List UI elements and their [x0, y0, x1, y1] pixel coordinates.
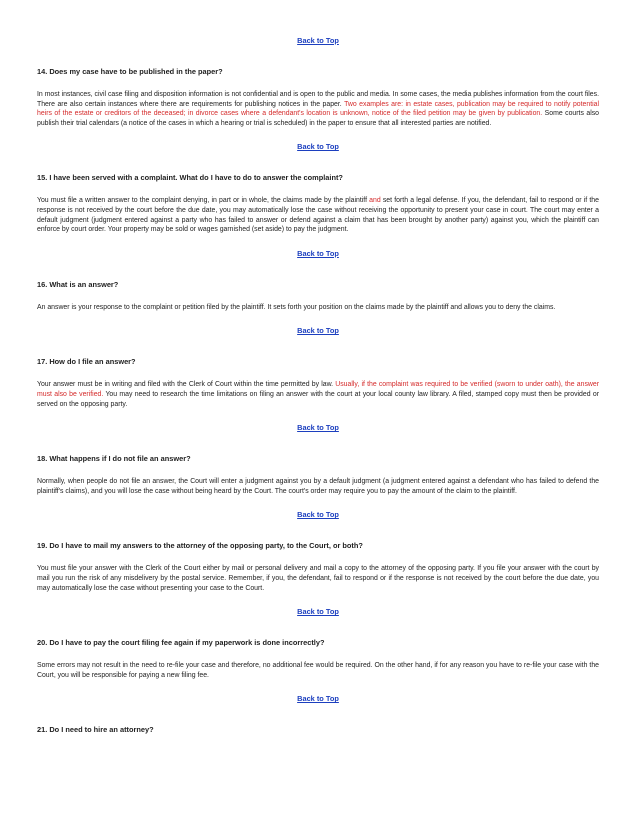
faq-question: 19. Do I have to mail my answers to the attorney of the opposing party, to the Court, or both?	[37, 541, 363, 551]
answer-text: You must file your answer with the Clerk of the Court either by mail or personal delivery and mail a copy to the attorney of the opposing party. If you file your answer with the court by mail you run the risk of any misdelivery by the postal service. Remember, if you, the defendant, fail to respond or if the response is not received by the court before the due date, you may automatically lose the case without presenting your case to the Court.	[37, 565, 599, 592]
answer-text: Some courts also publish their trial calendars (a notice of the cases in which a hearing or trial is scheduled) in the paper to ensure that all interested parties are notified.	[37, 110, 599, 127]
answer-highlight-text: Two examples are: in estate cases, publication may be required to notify potential heirs of the estate or creditors of the deceased; in divorce cases where a defendant's location is unknown, notice of the filed petition may be given by publication.	[37, 100, 599, 118]
answer-text: An answer is your response to the complaint or petition filed by the plaintiff. It sets forth your position on the claims made by the plaintiff and allows you to deny the claims.	[37, 303, 556, 311]
faq-answer	[37, 303, 599, 313]
back-to-top-link[interactable]: Back to Top	[297, 142, 339, 152]
back-to-top-link[interactable]: Back to Top	[297, 510, 339, 520]
answer-text: In most instances, civil case filing and disposition information is not confidential and is open to the public and media. In some cases, the media publishes information from the court files. There are also certain instances where there are requirements for publishing notices in the paper.	[37, 91, 599, 108]
answer-text: Normally, when people do not file an answer, the Court will enter a judgment against you by a default judgment (a judgment entered against a defendant who has failed to defend the plaintiff's claims), and you will lose the case without being heard by the Court. The court's order may require you to pay the amount of the claim to the plaintiff.	[37, 478, 599, 495]
answer-text: You must file a written answer to the complaint denying, in part or in whole, the claims made by the plaintiff	[37, 197, 370, 205]
faq-question: 16. What is an answer?	[37, 279, 119, 289]
faq-question: 14. Does my case have to be published in the paper?	[37, 67, 223, 76]
faq-answer	[37, 477, 599, 496]
back-to-top-link[interactable]: Back to Top	[297, 326, 339, 336]
faq-question: 17. How do I file an answer?	[37, 357, 136, 367]
faq-answer	[37, 196, 599, 234]
back-to-top-link[interactable]: Back to Top	[297, 607, 339, 617]
answer-text: Your answer must be in writing and filed with the Clerk of Court within the time permitted by law.	[37, 381, 336, 389]
answer-text: set forth a legal defense. If you, the defendant, fail to respond or if the response is not received by the court before the due date, you may automatically lose the case without receiving the opportunity to present your case in court. The court may enter a default judgment (judgment entered against a party who has failed to answer or defend against a claim that has been brought by another party) against you, which the plaintiff can enforce by court order. Your property may be sold or wages garnished (set aside) to pay the judgment.	[37, 197, 599, 234]
back-to-top-link[interactable]: Back to Top	[297, 423, 339, 433]
faq-answer	[37, 90, 599, 128]
faq-question: 15. I have been served with a complaint. What do I have to do to answer the complaint?	[37, 173, 343, 183]
answer-text: You may need to research the time limitations on filing an answer with the court at your local county law library. A filed, stamped copy must then be provided or served on the opposing party.	[37, 390, 599, 408]
faq-answer	[37, 380, 599, 409]
answer-highlight-text: and	[369, 197, 381, 205]
back-to-top-link[interactable]: Back to Top	[297, 36, 339, 45]
answer-text: Some errors may not result in the need to re-file your case and therefore, no additional fee would be required. On the other hand, if for any reason you have to re-file your case with the Court, you will be responsible for paying a new filing fee.	[37, 662, 599, 679]
faq-content	[37, 36, 599, 748]
back-to-top-link[interactable]: Back to Top	[297, 248, 339, 258]
faq-answer	[37, 564, 599, 593]
back-to-top-link[interactable]: Back to Top	[297, 694, 339, 704]
answer-highlight-text: Usually, if the complaint was required to be verified (sworn to under oath), the answer must also be verified.	[37, 381, 599, 398]
faq-question: 21. Do I need to hire an attorney?	[37, 725, 154, 735]
faq-answer	[37, 661, 599, 680]
faq-question: 18. What happens if I do not file an answer?	[37, 454, 191, 464]
faq-question: 20. Do I have to pay the court filing fee again if my paperwork is done incorrectly?	[37, 638, 325, 648]
